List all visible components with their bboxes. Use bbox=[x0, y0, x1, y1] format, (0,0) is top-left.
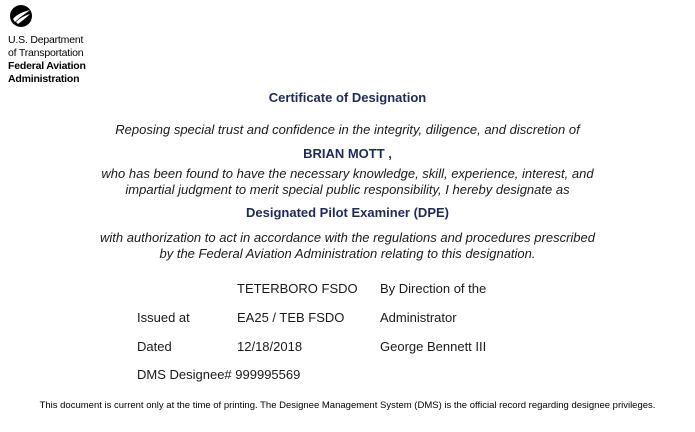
agency-line-4: Administration bbox=[8, 73, 80, 85]
signatory-name: George Bennett III bbox=[380, 339, 487, 354]
statement-line-2: impartial judgment to merit special public responsibility, I hereby designate as bbox=[125, 182, 570, 197]
agency-name bbox=[8, 34, 86, 86]
preamble-text: Reposing special trust and confidence in the integrity, diligence, and discretion of bbox=[115, 122, 580, 137]
dated-value: 12/18/2018 bbox=[237, 339, 303, 354]
office-name: TETERBORO FSDO bbox=[237, 281, 358, 296]
by-direction-label: By Direction of the bbox=[380, 281, 487, 296]
designee-name: BRIAN MOTT , bbox=[303, 146, 392, 161]
dated-label: Dated bbox=[137, 339, 172, 354]
designation-title: Designated Pilot Examiner (DPE) bbox=[246, 205, 449, 220]
dms-designee-number: DMS Designee# 999995569 bbox=[137, 367, 301, 382]
dot-seal-icon bbox=[9, 4, 33, 28]
administrator-label: Administrator bbox=[380, 310, 457, 325]
agency-line-1: U.S. Department bbox=[8, 34, 84, 46]
agency-line-2: of Transportation bbox=[8, 47, 84, 59]
issued-at-value: EA25 / TEB FSDO bbox=[237, 310, 345, 325]
certificate-title: Certificate of Designation bbox=[268, 90, 427, 105]
footer-notice: This document is current only at the time of printing. The Designee Management System (DMS) is the official record regarding designee privileges. bbox=[39, 400, 656, 411]
authority-line-2: by the Federal Aviation Administration relating to this designation. bbox=[159, 246, 536, 261]
statement-line-1: who has been found to have the necessary knowledge, skill, experience, interest, and bbox=[101, 166, 594, 181]
agency-line-3: Federal Aviation bbox=[8, 60, 86, 72]
issued-at-label: Issued at bbox=[137, 310, 190, 325]
authority-line-1: with authorization to act in accordance with the regulations and procedures prescribed bbox=[99, 230, 595, 245]
agency-logo bbox=[4, 4, 96, 84]
